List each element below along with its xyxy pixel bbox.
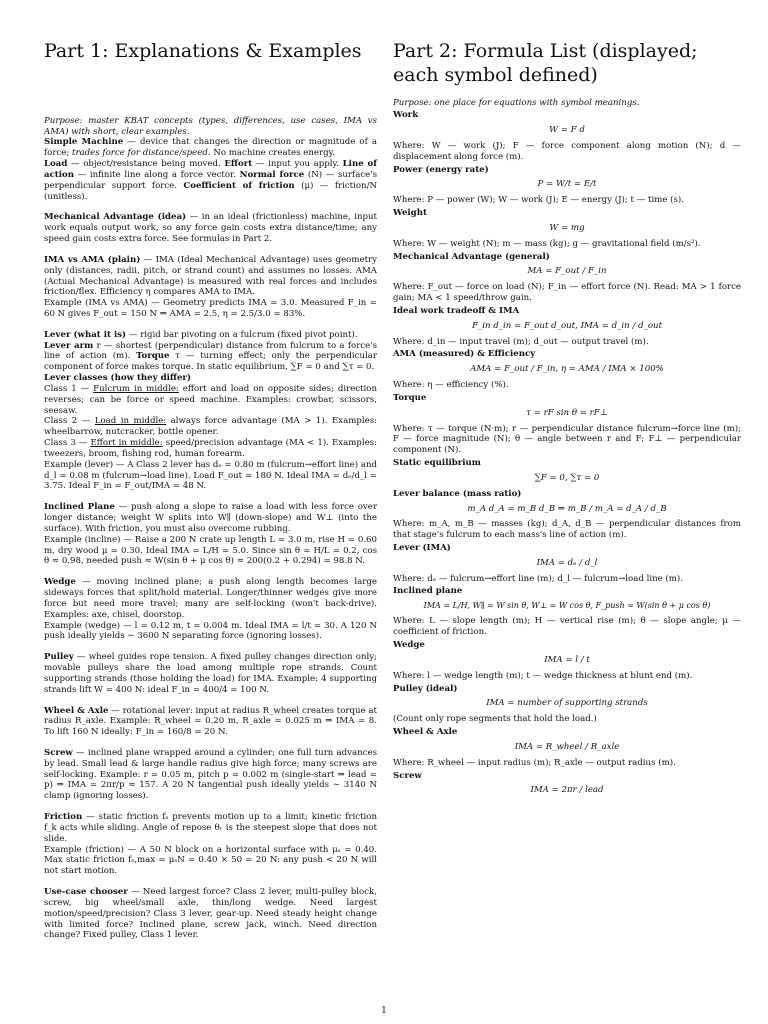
- formula-inclined-plane: [393, 586, 741, 638]
- formula-equation: ∑F = 0, ∑τ = 0: [534, 472, 600, 483]
- formula-mechanical-advantage: [393, 252, 741, 304]
- simple-machine-text: — device that changes the direction or magnitude of a force;: [44, 137, 377, 159]
- part1-column: [44, 40, 377, 951]
- effort-label: Effort: [224, 159, 253, 170]
- formula-equation: IMA = 2πr / lead: [530, 785, 604, 796]
- formula-equation: F_in d_in = F_out d_out, IMA = d_in / d_out: [471, 320, 663, 331]
- wheel-axle-text: — rotational lever: input at radius R_wheel creates torque at radius R_axle. Example: R_wheel = 0.20 m, R_axle = 0.025 m ⇒ IMA = 8. To lift 160 N ideally: F_in = 160/8 = 20 N.: [44, 705, 377, 738]
- normal-force-text: (N) — surface's perpendicular support force.: [44, 169, 377, 191]
- lever-arm-text: r — shortest (perpendicular) distance from fulcrum to a force's line of action (m).: [44, 340, 378, 362]
- definitions-paragraph: [44, 137, 377, 202]
- formula-heading: Screw: [393, 770, 422, 781]
- formula-equation: P = W/t = E/t: [537, 179, 597, 190]
- class3-prefix: Class 3 —: [44, 438, 91, 449]
- formula-equation: AMA = F_out / F_in, η = AMA / IMA × 100%: [470, 364, 664, 375]
- part2-purpose: Purpose: one place for equations with symbol meanings.: [393, 97, 640, 108]
- mechanical-advantage-label: Mechanical Advantage (idea): [44, 212, 187, 223]
- inclined-plane-text: — push along a slope to raise a load with less force over longer distance; weight W splits into W∥ (down-slope) and W⊥ (into the surface). With friction, you must also overcome rubbing.: [44, 502, 377, 534]
- simple-machine-italic: trades force for distance/speed.: [72, 148, 211, 159]
- formula-power: [393, 165, 741, 206]
- formula-where: Where: L — slope length (m); H — vertical rise (m); θ — slope angle; μ — coefficient of friction.: [393, 616, 741, 638]
- formula-where: Where: τ — torque (N·m); r — perpendicular distance fulcrum→force line (m); F — force magnitude (N); θ — angle between r and F; F⊥ — perpendicular component (N).: [393, 423, 741, 456]
- formula-equation: IMA = L/H, W∥ = W sin θ, W⊥ = W cos θ, F_push ≈ W(sin θ + μ cos θ): [423, 601, 711, 611]
- pulley-text: — wheel guides rope tension. A fixed pulley changes direction only; movable pulleys share the load among multiple rope strands. Count supporting strands (those holding the load) for IMA. Example: 4 supporting strands lift W = 400 N: ideal F_in = 400/4 = 100 N.: [44, 652, 377, 695]
- wheel-axle-paragraph: [44, 706, 377, 738]
- friction-text: — static friction fₛ prevents motion up to a limit; kinetic friction f_k acts while sliding. Angle of repose θᵣ is the steepest slope that does not slide.: [44, 812, 377, 844]
- torque-label: Torque: [136, 351, 170, 362]
- pulley-label: Pulley: [44, 652, 74, 663]
- formula-static-equilibrium: [393, 458, 741, 484]
- ima-vs-ama-example: Example (IMA vs AMA) — Geometry predicts IMA = 3.0. Measured F_in = 60 N gives F_out = 150 N ⇒ AMA = 2.5, η = 2.5/3.0 = 83%.: [44, 298, 377, 319]
- wedge-label: Wedge: [44, 577, 76, 588]
- torque-text: τ — turning effect; only the perpendicular component of force makes torque. In static equilibrium, ∑F = 0 and ∑τ = 0.: [44, 351, 377, 373]
- formula-equation: IMA = number of supporting strands: [486, 698, 648, 709]
- formula-where: Where: W — work (J); F — force component along motion (N); d — displacement along force (m).: [393, 140, 741, 162]
- screw-text: — inclined plane wrapped around a cylinder; one full turn advances by lead. Small lead & large handle radius give high force; many screws are self-locking. Example: r = 0.05 m, pitch p = 0.002 m (single-start ⇒ lead = p) ⇒ IMA = 2πr/p ≈ 157. A 20 N tangential push ideally yields ∼ 3140 N clamp (ignoring losses).: [44, 747, 377, 802]
- formula-equation: IMA = R_wheel / R_axle: [514, 741, 620, 752]
- formula-where: Where: dₑ — fulcrum→effort line (m); d_l — fulcrum→load line (m).: [393, 573, 684, 584]
- formula-equation: τ = rF sin θ = rF⊥: [526, 407, 608, 418]
- formula-heading: Lever (IMA): [393, 543, 451, 553]
- line-of-action-label: Line of action: [44, 159, 377, 180]
- inclined-plane-paragraph: [44, 502, 377, 567]
- use-case-paragraph: [44, 887, 377, 941]
- formula-equation: m_A d_A = m_B d_B ⇒ m_B / m_A = d_A / d_B: [467, 503, 667, 514]
- ima-vs-ama-label: IMA vs AMA (plain): [44, 254, 141, 265]
- formula-where: (Count only rope segments that hold the load.): [393, 714, 597, 725]
- formula-wheel-axle: [393, 727, 741, 768]
- inclined-plane-example: Example (incline) — Raise a 200 N crate up length L = 3.0 m, rise H = 0.60 m, dry wood μ = 0.30. Ideal IMA = L/H = 5.0. Since sin θ = H/L = 0.2, cos θ ≈ 0.98, needed push ≈ W(sin θ + μ cos θ) ≈ 200(0.2 + 0.294) = 98.8 N.: [44, 534, 377, 567]
- formula-where: Where: W — weight (N); m — mass (kg); g — gravitational field (m/s²).: [393, 238, 701, 249]
- ima-vs-ama-paragraph: [44, 255, 377, 320]
- formula-lever-balance: [393, 489, 741, 541]
- formula-heading: Work: [393, 110, 419, 121]
- wedge-text: — moving inclined plane; a push along length becomes large sideways forces that split/hold material. Longer/thinner wedges give more force but need more travel; many are self-locking (won't back-drive). Examples: axe, chisel, doorstop.: [44, 577, 377, 620]
- pulley-paragraph: [44, 652, 377, 695]
- simple-machine-end: No machine creates energy.: [210, 148, 336, 159]
- class1-underlined: Fulcrum in middle:: [93, 383, 179, 394]
- class1-prefix: Class 1 —: [44, 383, 94, 394]
- formula-where: Where: P — power (W); W — work (J); E — energy (J); t — time (s).: [393, 195, 685, 206]
- class2-text: always force advantage (MA > 1). Examples: wheelbarrow, nutcracker, bottle opener.: [44, 416, 378, 438]
- simple-machine-label: Simple Machine: [44, 137, 124, 148]
- formula-where: Where: F_out — force on load (N); F_in — effort force (N). Read: MA > 1 force gain; MA < 1 speed/throw gain.: [393, 282, 741, 304]
- class3-underlined: Effort in middle:: [90, 438, 163, 449]
- formula-equation: W = F d: [549, 125, 585, 136]
- part2-column: [393, 40, 741, 801]
- formula-where: Where: R_wheel — input radius (m); R_axle — output radius (m).: [393, 757, 676, 768]
- friction-paragraph: [44, 812, 377, 877]
- formula-heading: Wedge: [393, 640, 425, 651]
- wheel-axle-label: Wheel & Axle: [44, 705, 109, 716]
- lever-text: — rigid bar pivoting on a fulcrum (fixed pivot point).: [126, 329, 358, 340]
- formula-pulley: [393, 684, 741, 725]
- inclined-plane-label: Inclined Plane: [44, 502, 115, 513]
- formula-heading: Wheel & Axle: [393, 727, 458, 738]
- formula-torque: [393, 393, 741, 456]
- part1-purpose: Purpose: master KBAT concepts (types, differences, use cases, IMA vs AMA) with short, clear examples.: [44, 115, 377, 137]
- lever-arm-label: Lever arm: [44, 340, 94, 351]
- mechanical-advantage-text: — in an ideal (frictionless) machine, input work equals output work, so any force gain costs extra distance/time; any speed gain costs extra force. See formulas in Part 2.: [44, 212, 377, 245]
- formula-where: Where: d_in — input travel (m); d_out — output travel (m).: [393, 336, 649, 347]
- class2-prefix: Class 2 —: [44, 416, 95, 427]
- screw-paragraph: [44, 748, 377, 802]
- lever-classes-label: Lever classes (how they differ): [44, 373, 192, 384]
- formula-heading: Mechanical Advantage (general): [393, 251, 550, 262]
- formula-wedge: [393, 640, 741, 681]
- formula-weight: [393, 208, 741, 249]
- screw-label: Screw: [44, 747, 73, 758]
- formula-heading: Ideal work tradeoff & IMA: [393, 305, 520, 316]
- use-case-label: Use-case chooser: [44, 887, 128, 898]
- formula-where: Where: m_A, m_B — masses (kg); d_A, d_B — perpendicular distances from that stage's fulcrum to each mass's line of action (m).: [393, 519, 741, 541]
- wedge-paragraph: [44, 577, 377, 642]
- class2-underlined: Load in middle:: [94, 416, 167, 427]
- formula-equation: IMA = l / t: [544, 654, 590, 665]
- formula-heading: Inclined plane: [393, 586, 463, 597]
- friction-coefficient-text: (μ) — friction/N (unitless).: [44, 180, 377, 202]
- formula-heading: Weight: [393, 208, 427, 219]
- ima-vs-ama-text: — IMA (Ideal Mechanical Advantage) uses geometry only (distances, radii, pitch, or strand count) and assumes no losses. AMA (Actual Mechanical Advantage) is measured with real forces and includes friction/flex. Efficiency η compares AMA to IMA.: [44, 254, 377, 298]
- formula-heading: Static equilibrium: [393, 458, 481, 469]
- normal-force-label: Normal force: [239, 169, 305, 180]
- lever-label: Lever (what it is): [44, 329, 127, 340]
- friction-example: Example (friction) — A 50 N block on a horizontal surface with μₛ = 0.40. Max static friction fₛ,max = μₛN = 0.40 × 50 = 20 N: any push < 20 N will not start motion.: [44, 844, 377, 877]
- formula-heading: Pulley (ideal): [393, 683, 458, 694]
- friction-label: Friction: [44, 812, 83, 823]
- formula-heading: AMA (measured) & Efficiency: [393, 349, 536, 360]
- class3-text: speed/precision advantage (MA < 1). Examples: tweezers, broom, fishing rod, human forearm.: [44, 438, 377, 459]
- formula-ideal-work: [393, 306, 741, 347]
- effort-text: — input you apply.: [252, 159, 343, 170]
- formula-screw: [393, 771, 741, 797]
- formula-work: [393, 110, 741, 162]
- formula-heading: Lever balance (mass ratio): [393, 488, 522, 499]
- formula-lever-ima: [393, 543, 741, 584]
- friction-coefficient-label: Coefficient of friction: [183, 180, 295, 191]
- formula-where: Where: η — efficiency (%).: [393, 380, 509, 391]
- formula-equation: W = mg: [549, 222, 585, 233]
- use-case-text: — Need largest force? Class 2 lever, multi-pulley block, screw, big wheel/small axle, thin/long wedge. Need largest motion/speed/precision? Class 3 lever, gear-up. Need steady height change with limited force? Inclined plane, screw jack, winch. Need direction change? Fixed pulley, Class 1 lever.: [44, 887, 377, 941]
- formula-heading: Torque: [393, 392, 427, 403]
- lever-example: Example (lever) — A Class 2 lever has dₑ = 0.80 m (fulcrum→effort line) and d_l = 0.08 m (fulcrum→load line). Load F_out = 180 N. Ideal IMA = dₑ/d_l = 3.75. Ideal F_in = F_out/IMA = 48 N.: [44, 459, 377, 492]
- lever-paragraph: [44, 330, 377, 492]
- class1-text: effort and load on opposite sides; direction reverses; can be force or speed machine. Examples: crowbar, scissors, seesaw.: [44, 383, 378, 416]
- formula-where: Where: l — wedge length (m); t — wedge thickness at blunt end (m).: [393, 670, 693, 681]
- mechanical-advantage-paragraph: [44, 212, 377, 244]
- page-number: 1: [381, 1006, 387, 1016]
- load-label: Load: [44, 159, 68, 170]
- wedge-example: Example (wedge) — l = 0.12 m, t = 0.004 m. Ideal IMA = l/t = 30. A 120 N push ideally yields ∼ 3600 N separating force (ignoring losses).: [44, 620, 377, 642]
- formula-ama-efficiency: [393, 349, 741, 390]
- formula-equation: MA = F_out / F_in: [527, 266, 607, 277]
- formula-heading: Power (energy rate): [393, 164, 489, 175]
- part1-title: Part 1: Explanations & Examples: [44, 40, 362, 62]
- load-text: — object/resistance being moved.: [67, 159, 225, 170]
- formula-equation: IMA = dₑ / d_l: [536, 557, 598, 568]
- line-of-action-text: — infinite line along a force vector.: [74, 169, 240, 180]
- part2-title: Part 2: Formula List (displayed; each symbol defined): [393, 40, 698, 86]
